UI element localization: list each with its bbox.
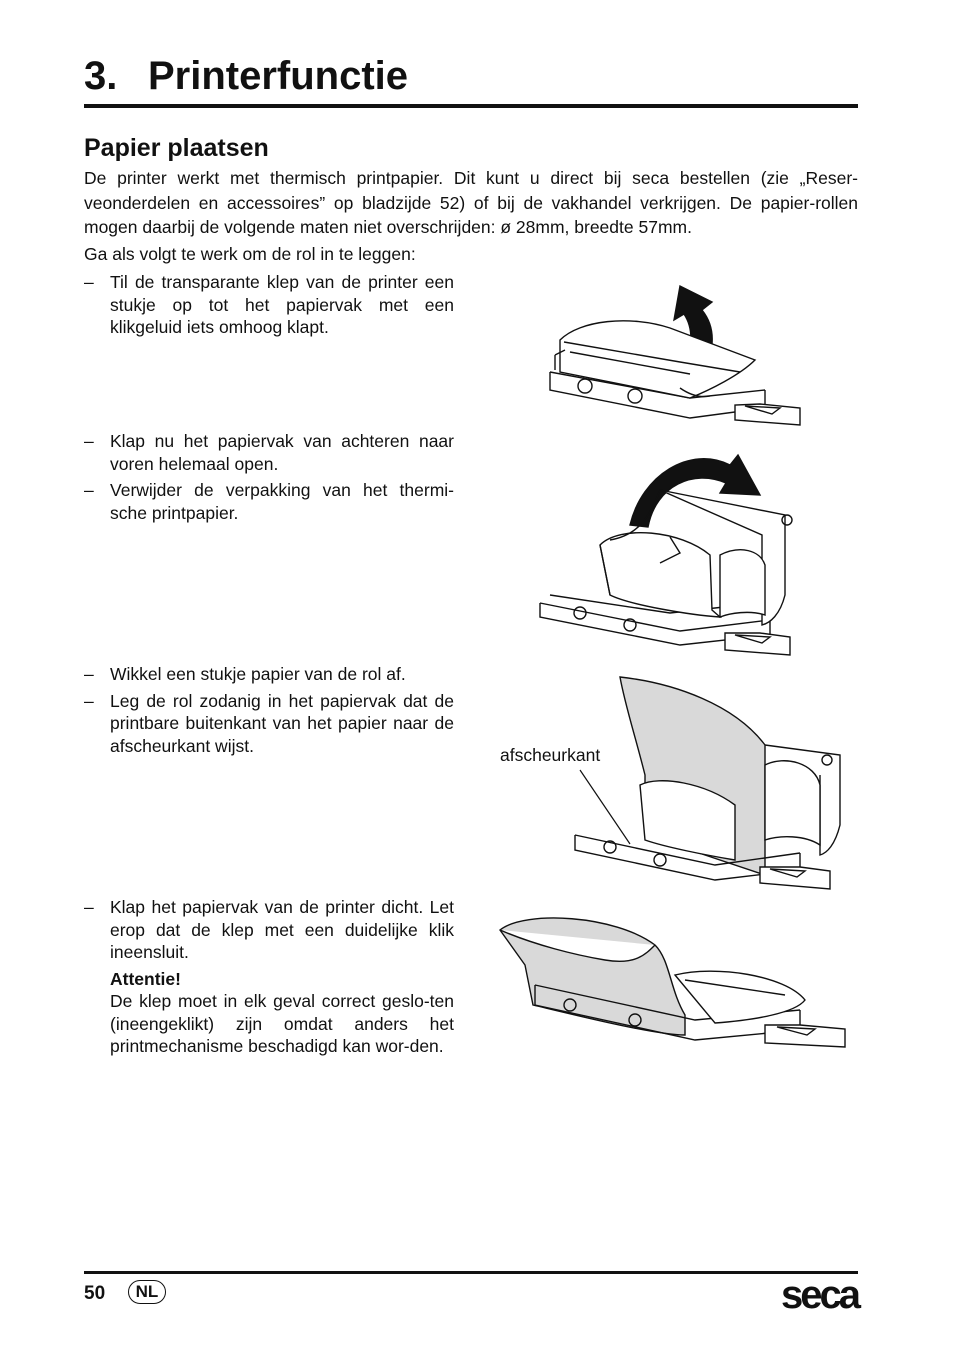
bullet-dash: –: [84, 480, 94, 500]
bullet-dash: –: [84, 431, 94, 451]
list-item-text: Til de transparante klep van de printer een stukje op tot het papiervak met een klikgeluid iets omhoog klapt.: [110, 272, 454, 337]
list-item-text: Klap het papiervak van de printer dicht. Let erop dat de klep met een duidelijke klik ineensluit.: [110, 897, 454, 962]
illustration-open-lid: [540, 280, 810, 430]
list-item-text: Verwijder de verpakking van het thermi-sche printpapier.: [110, 480, 454, 523]
list-item: [84, 430, 454, 475]
step-3: [84, 663, 454, 761]
list-item: [84, 271, 454, 339]
step-1: [84, 271, 454, 343]
bullet-dash: –: [84, 664, 94, 684]
list-item: [84, 896, 454, 964]
bullet-dash: –: [84, 272, 94, 292]
language-badge: NL: [128, 1280, 166, 1304]
chapter-name: Printerfunctie: [148, 54, 409, 98]
brand-logo: seca: [781, 1273, 858, 1317]
attention-text: De klep moet in elk geval correct geslo-ten (ineengeklikt) zijn omdat anders het printmechanisme beschadigd kan wor-den.: [110, 991, 454, 1056]
bullet-dash: –: [84, 690, 94, 711]
list-item: [84, 479, 454, 524]
lead-sentence: Ga als volgt te werk om de rol in te leggen:: [84, 244, 416, 264]
bottom-rule: [84, 1271, 858, 1274]
list-item-text: Klap nu het papiervak van achteren naar voren helemaal open.: [110, 431, 454, 474]
bullet-dash: –: [84, 897, 94, 917]
list-item: [84, 663, 454, 686]
step-2: [84, 430, 454, 528]
section-title: Papier plaatsen: [84, 134, 269, 162]
chapter-number: 3.: [84, 54, 118, 98]
chapter-title: [84, 52, 408, 100]
figure-label-afscheurkant: afscheurkant: [500, 745, 601, 765]
list-item-text: Wikkel een stukje papier van de rol af.: [110, 664, 406, 684]
attention-title: Attentie!: [110, 968, 181, 989]
illustration-open-compartment: [530, 445, 820, 665]
top-rule: [84, 104, 858, 108]
step-4: [84, 896, 454, 1058]
illustration-closed: [495, 905, 855, 1065]
list-item-text: Leg de rol zodanig in het papiervak dat de printbare buitenkant van het papier naar de afscheurkant wijst.: [110, 690, 454, 756]
page-number: 50: [84, 1283, 106, 1304]
list-item: [84, 690, 454, 758]
intro-paragraph: De printer werkt met thermisch printpapier. Dit kunt u direct bij seca bestellen (zie „Reser-veonderdelen en accessoires” op bladzijde 52) of bij de vakhandel verkrijgen. De papier-rollen mogen daarbij de volgende maten niet overschrijden: ø 28mm, breedte 57mm.: [84, 168, 858, 237]
leader-line: [570, 768, 640, 848]
